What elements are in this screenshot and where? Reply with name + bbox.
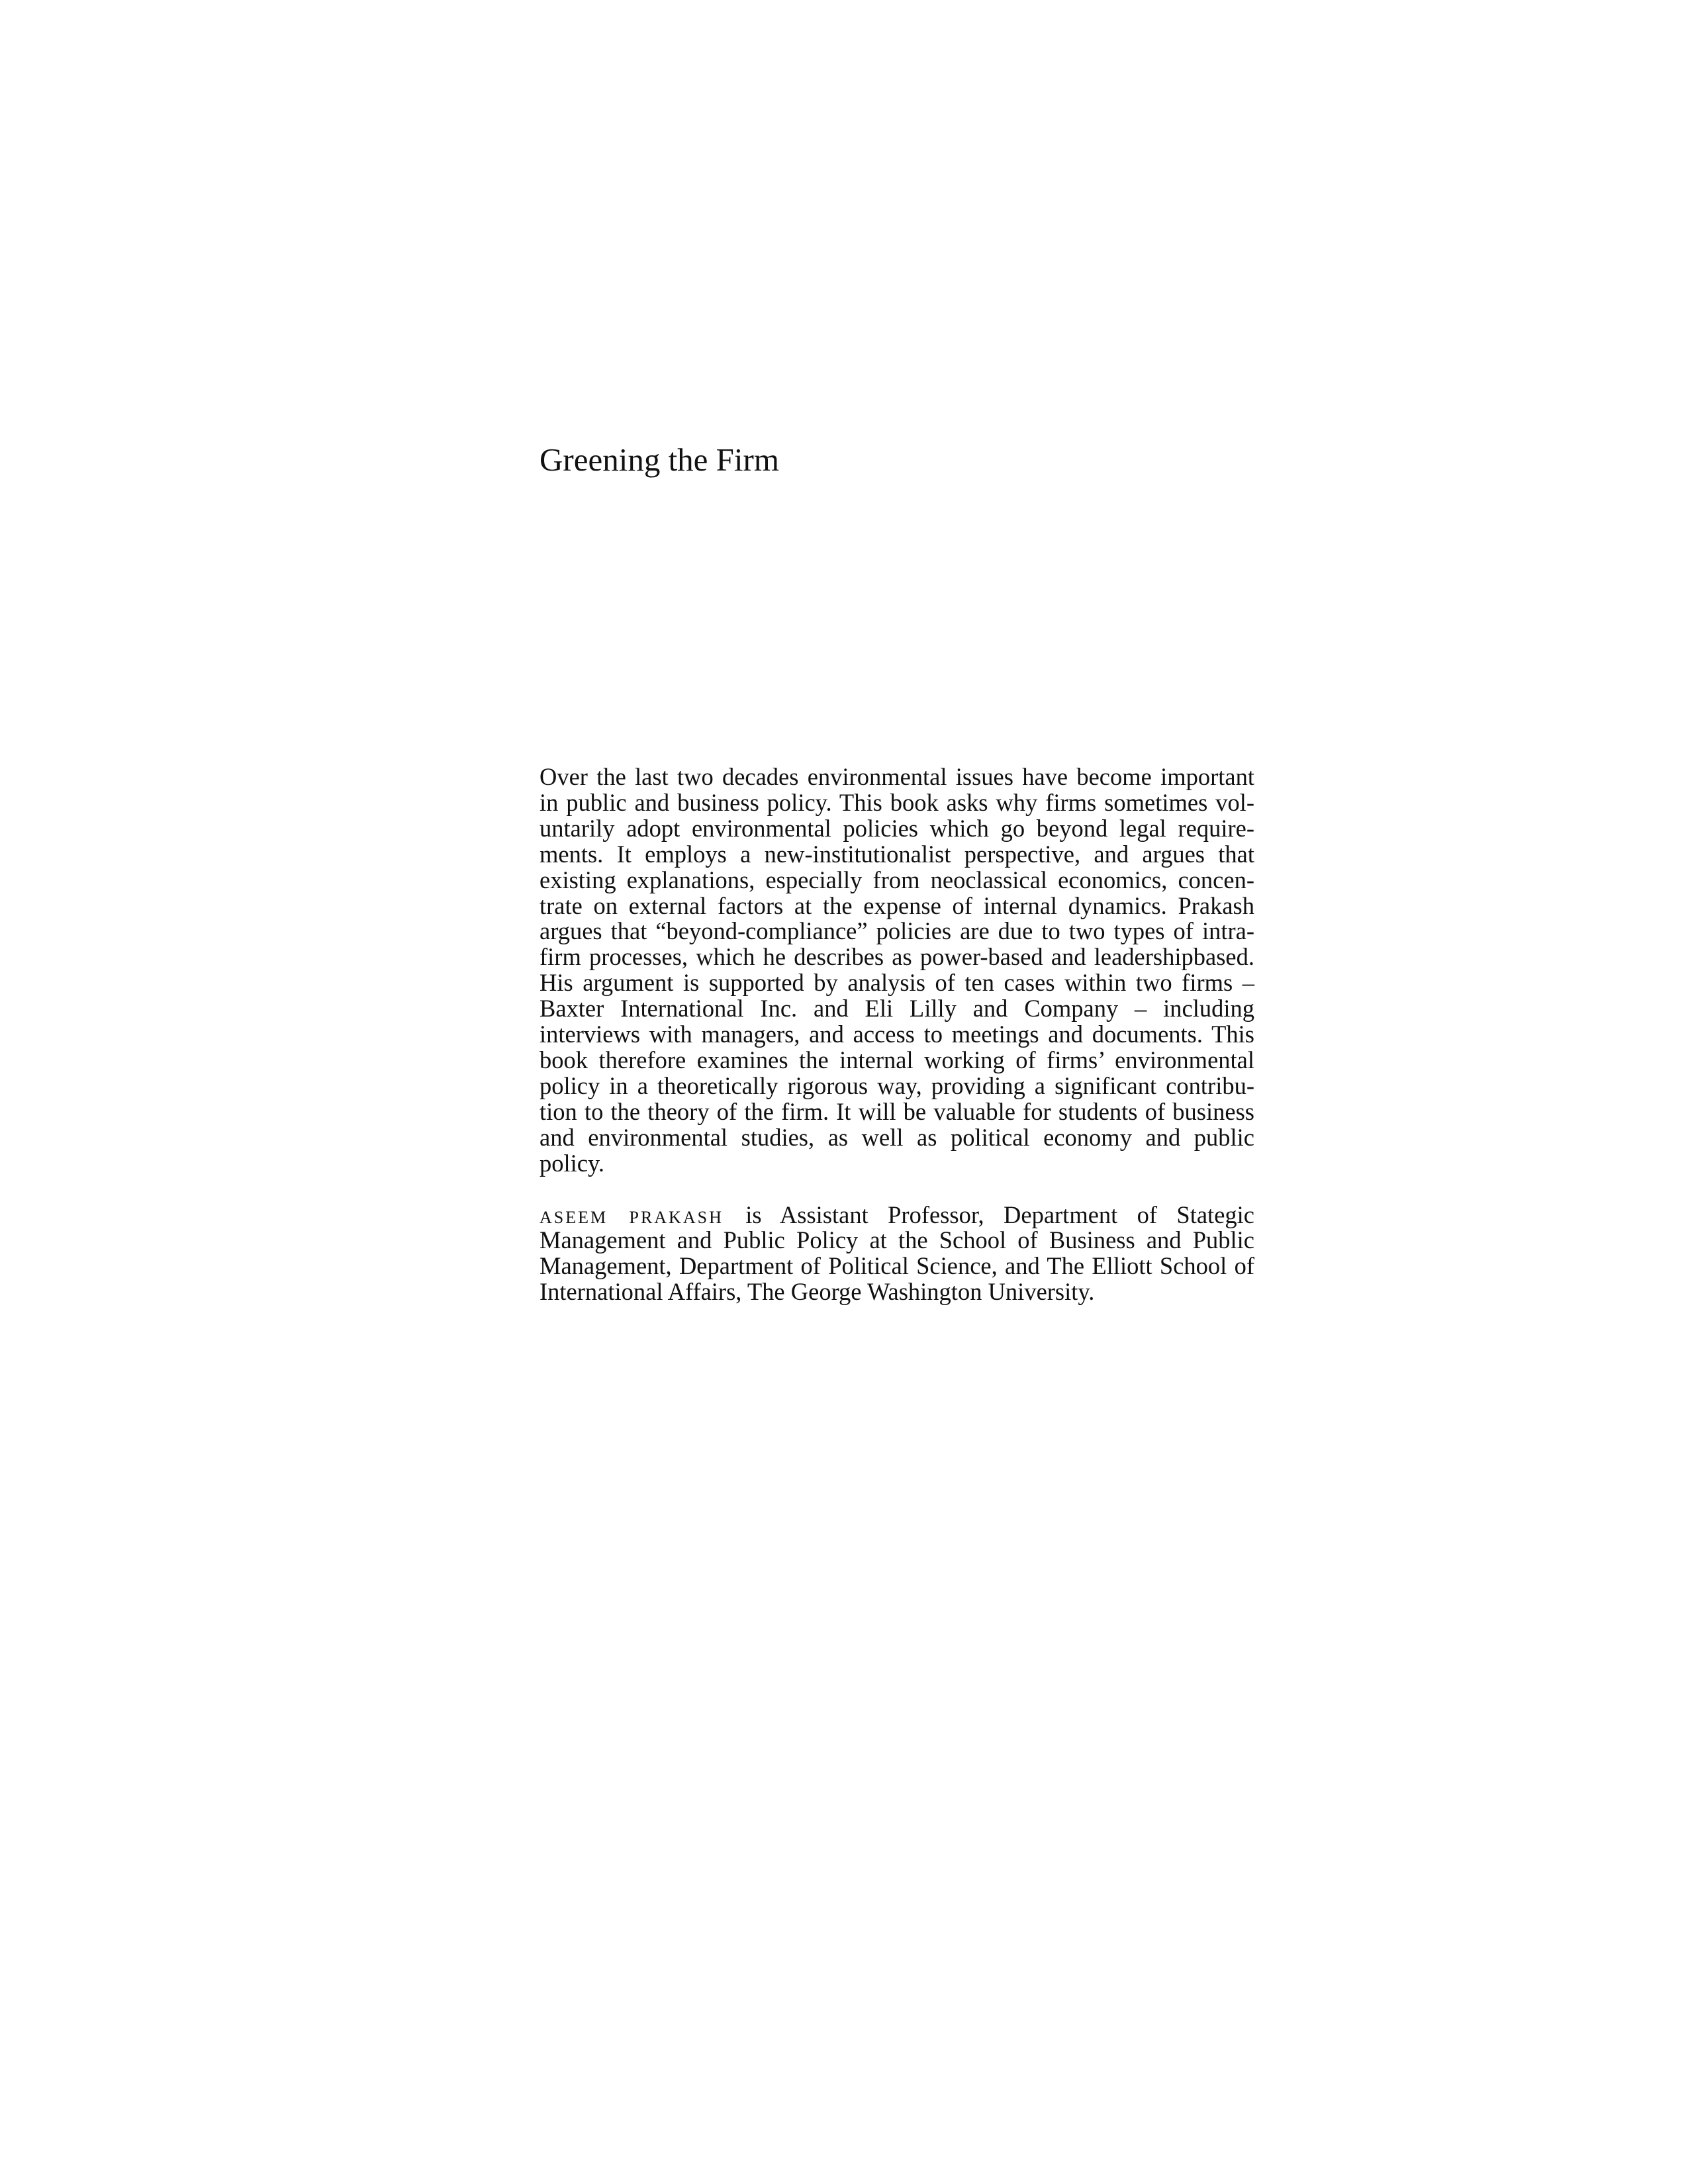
author-bio-text: is Assistant Professor, Department of Stategic Management and Public Policy at the School of Business and Public Management, Department of Political Science, and The Elliott School of International Affairs, The George Washington University. xyxy=(539,1201,1254,1306)
book-description: Over the last two decades environmental issues have become important in public and business policy. This book asks why firms sometimes voluntarily adopt environmental policies which go beyond legal requirements. It employs a new-institutionalist perspective, and argues that existing explanations, especially from neoclassical economics, concentrate on external factors at the expense of internal dynamics. Prakash argues that “beyond-compliance” policies are due to two types of intrafirm processes, which he describes as power-based and leadershipbased. His argument is supported by analysis of ten cases within two firms – Baxter International Inc. and Eli Lilly and Company – including interviews with managers, and access to meetings and documents. This book therefore examines the internal working of firms’ environmental policy in a theoretically rigorous way, providing a significant contribution to the theory of the firm. It will be valuable for students of business and environmental studies, as well as political economy and public policy. xyxy=(539,763,1254,1177)
book-description-block xyxy=(539,764,1254,1305)
author-name: aseem prakash xyxy=(539,1201,724,1228)
book-title: Greening the Firm xyxy=(539,441,779,478)
author-bio xyxy=(539,1203,1254,1306)
